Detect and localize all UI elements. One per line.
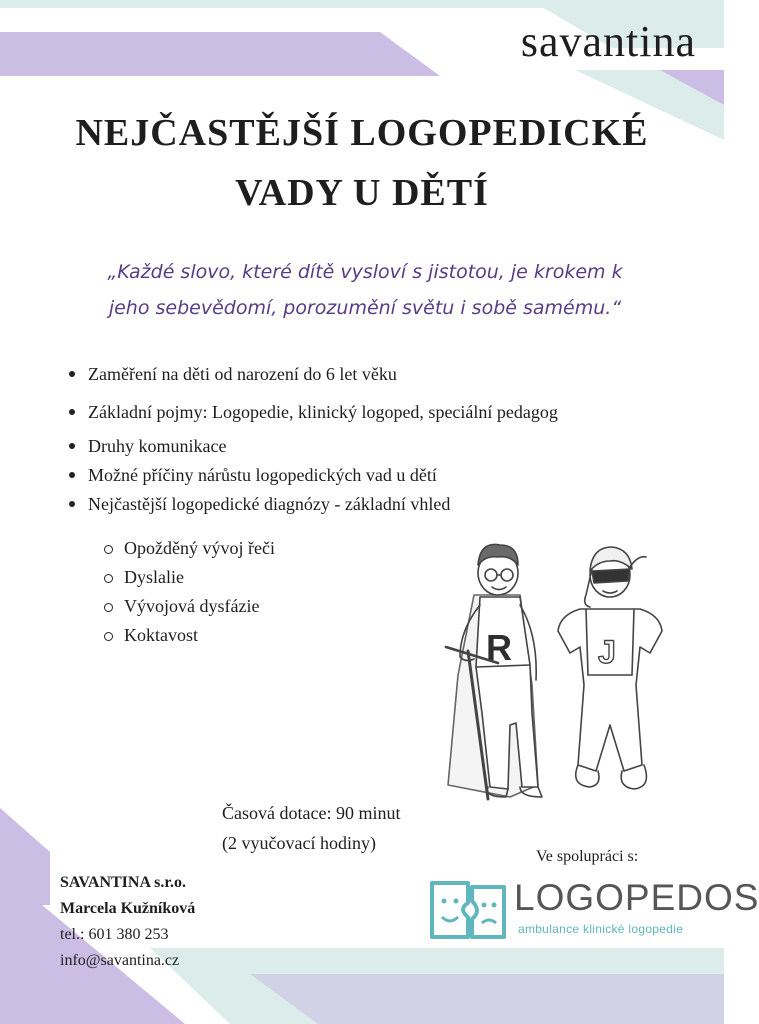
- diagnosis-item: Dyslalie: [102, 563, 275, 592]
- page-title-line-1: NEJČASTĚJŠÍ LOGOPEDICKÉ: [75, 112, 649, 154]
- course-duration: [222, 798, 400, 858]
- topic-item: Druhy komunikace: [60, 434, 710, 463]
- contact-person: Marcela Kužníková: [60, 900, 196, 917]
- superhero-kids-illustration: [420, 535, 690, 800]
- logopedos-faces-icon: [428, 879, 508, 941]
- contact-phone: tel.: 601 380 253: [60, 926, 169, 943]
- logopedos-name: LOGOPEDOS: [514, 877, 759, 918]
- cooperation-label: Ve spolupráci s:: [536, 848, 639, 865]
- topic-item: Nejčastější logopedické diagnózy - základní vhled: [60, 492, 710, 521]
- topic-item: Zaměření na děti od narození do 6 let věku: [60, 362, 710, 400]
- boy-chest-letter: R: [486, 627, 512, 668]
- partner-logo-logopedos: [428, 875, 759, 945]
- diagnosis-list: [102, 534, 275, 650]
- motto-quote: [40, 254, 690, 326]
- brand-logo-savantina: savantina: [520, 17, 696, 66]
- diagnosis-item: Opožděný vývoj řeči: [102, 534, 275, 563]
- motto-quote-line-2: jeho sebevědomí, porozumění světu i sobě samému.“: [108, 297, 622, 319]
- diagnosis-item: Vývojová dysfázie: [102, 592, 275, 621]
- girl-chest-letter: J: [598, 634, 616, 670]
- diagnosis-item: Koktavost: [102, 621, 275, 650]
- contact-email: info@savantina.cz: [60, 952, 180, 969]
- motto-quote-line-1: „Každé slovo, které dítě vysloví s jistotou, je krokem k: [107, 261, 623, 283]
- contact-company: SAVANTINA s.r.o.: [60, 874, 186, 891]
- topic-list: [60, 362, 710, 521]
- contact-block: [60, 870, 195, 974]
- topic-item: Základní pojmy: Logopedie, klinický logoped, speciální pedagog: [60, 400, 710, 434]
- topic-item: Možné příčiny nárůstu logopedických vad u dětí: [60, 463, 710, 492]
- duration-line-1: Časová dotace: 90 minut: [222, 803, 401, 823]
- logopedos-subtitle: ambulance klinické logopedie: [518, 922, 684, 936]
- duration-line-2: (2 vyučovací hodiny): [222, 833, 376, 853]
- page-title-line-2: VADY U DĚTÍ: [235, 172, 489, 214]
